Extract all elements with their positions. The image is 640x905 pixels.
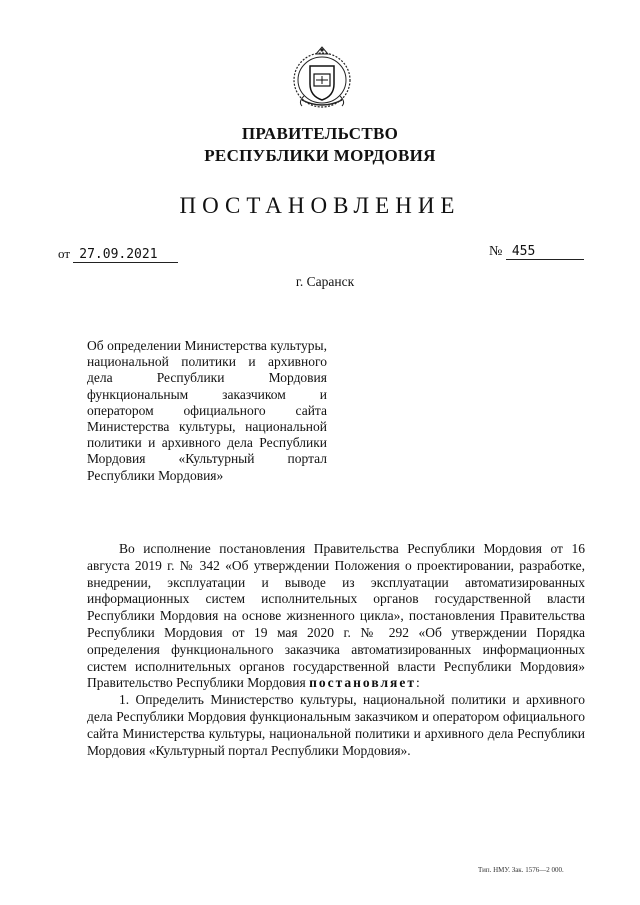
item-1-paragraph: 1. Определить Министерство культуры, национальной политики и архивного дела Республики Мордовия функциональным заказчиком и оператором официального сайта Министерства культуры, национальной политики и архивного дела Республики Мордовия «Культурный портал Республики Мордовия». — [87, 692, 585, 758]
number-prefix: № — [489, 244, 503, 259]
document-date: 27.09.2021 — [73, 247, 178, 263]
subject-block — [87, 338, 327, 484]
document-date-row — [58, 246, 178, 263]
date-prefix: от — [58, 246, 71, 261]
document-number: 455 — [506, 244, 584, 260]
coat-of-arms-emblem — [290, 44, 354, 112]
government-title: ПРАВИТЕЛЬСТВО — [241, 124, 399, 143]
resolves-word: постановляет — [309, 675, 416, 691]
document-type-title: ПОСТАНОВЛЕНИЕ — [179, 193, 461, 218]
republic-title: РЕСПУБЛИКИ МОРДОВИЯ — [204, 146, 436, 165]
city-label: г. Саранск — [295, 274, 355, 289]
document-body — [87, 541, 585, 759]
print-mark: Тип. НМУ. Зак. 1576—2 000. — [478, 866, 564, 874]
preamble-text: Во исполнение постановления Правительства Республики Мордовия от 16 августа 2019 г. № 342 «Об утверждении Положения о проектировании, разработке, внедрении, эксплуатации и выводе из эксплуатации автоматизированных информационных систем исполнительных органов государственной власти Республики Мордовия на основе жизненного цикла», постановления Правительства Республики Мордовия от 19 мая 2020 г. № 292 «Об утверждении Порядка определения функционального заказчика автоматизированных информационных систем исполнительных органов государственной власти Республики Мордовия» Правительство Республики Мордовия — [87, 541, 585, 691]
preamble-paragraph — [87, 541, 585, 692]
document-number-row — [489, 244, 584, 260]
subject-text: Об определении Министерства культуры, национальной политики и архивного дела Республики Мордовия функциональным заказчиком и оператором официального сайта Министерства культуры, национальной политики и архивного дела Республики Мордовия «Культурный портал Республики Мордовия» — [87, 338, 327, 483]
resolves-suffix: : — [415, 675, 420, 691]
